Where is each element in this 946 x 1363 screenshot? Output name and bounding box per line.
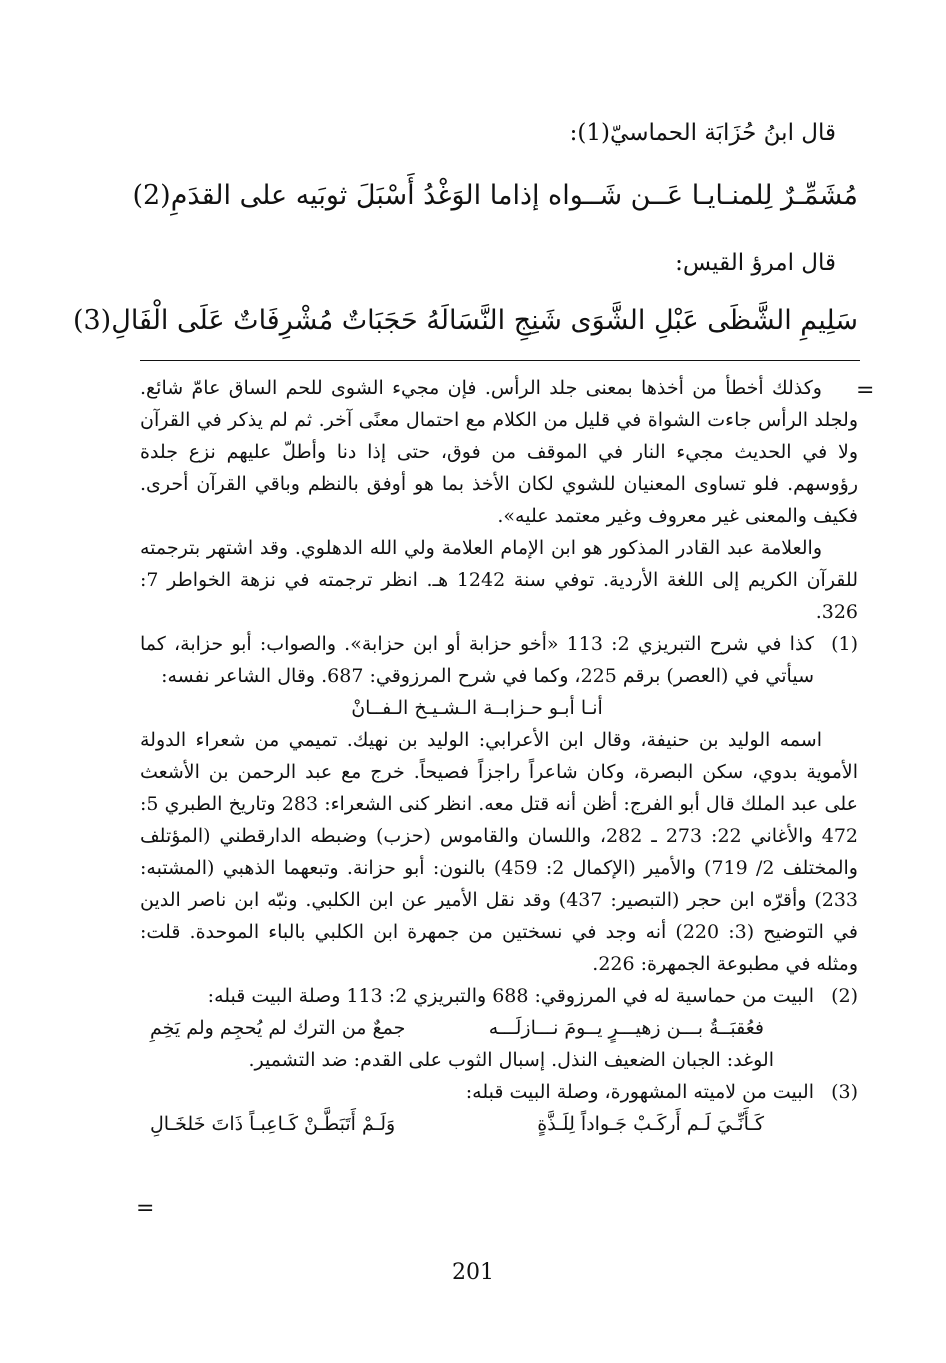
verse2-intro: قال امرؤ القيس:: [675, 250, 836, 276]
footnote-divider: [140, 360, 860, 361]
footnote-2-text: البيت من حماسية له في المرزوقي: 688 والتبريزي 2: 113 وصلة البيت قبله:: [207, 985, 814, 1007]
continuation-mark-top: =: [856, 378, 875, 403]
footnotes: [140, 372, 858, 1140]
footnote-2-gloss: الوغد: الجبان الضعيف النذل. إسبال الثوب على القدم: ضد التشمير.: [248, 1049, 774, 1071]
footnote-1: [140, 628, 858, 724]
verse1-hemistich-2: ما الوَغْدُ أَسْبَلَ ثوبَيه على القدَمِ(2): [132, 180, 513, 211]
verse1-hemistich-1: مُشَمِّـرٌ لِلمنـايـا عَــن شَــواه إذا: [512, 180, 858, 211]
verse2-hemistich-2: لَهُ حَجَبَاتٌ مُشْرِفَاتٌ عَلَى الْفَالِ(3): [72, 305, 449, 336]
continuation-mark-bottom: =: [136, 1196, 155, 1221]
footnote-3-verse-a: كَـأَنِّـيَ لَـم أَركَـبْ جَـواداً لِلَـذَّةٍ: [537, 1113, 764, 1135]
verse1: [132, 180, 858, 211]
footnote-1-text: كذا في شرح التبريزي 2: 113 «أخو حزابة أو ابن حزابة». والصواب: أبو حزابة، كما سيأتي في (العصر) برقم 225، وكما في شرح المرزوقي: 687. وقال الشاعر نفسه:: [140, 633, 814, 687]
footnote-3-text: البيت من لاميته المشهورة، وصلة البيت قبله:: [465, 1081, 814, 1103]
verse2-hemistich-1: سَلِيمِ الشَّظَى عَبْلِ الشَّوَى شَنِجِ النَّسَا: [448, 305, 858, 336]
footnote-3: [140, 1076, 858, 1140]
footnote-1-number: (1): [831, 633, 858, 655]
footnote-2: [140, 980, 858, 1076]
footnote-3-verse: [140, 1108, 814, 1140]
verse2: [72, 305, 858, 336]
page-number: 201: [452, 1260, 494, 1285]
footnote-3-number: (3): [831, 1081, 858, 1103]
verse1-intro: قال ابنُ حُزَابَة الحماسيّ(1):: [569, 120, 836, 146]
footnote-1-biography: اسمه الوليد بن حنيفة، وقال ابن الأعرابي: الوليد بن نهيك. تميمي من شعراء الدولة الأموية بدوي، سكن البصرة، وكان شاعراً راجزاً فصيحاً. خرج مع عبد الرحمن بن الأشعث على عبد الملك قال أبو الفرج: أظن أنه قتل معه. انظر كنى الشعراء: 283 وتاريخ الطبري 5: 472 والأغاني 22: 273 ـ 282، واللسان والقاموس (حزب) وضبطه الدارقطني (المؤتلف والمختلف 2/ 719) والأمير (الإكمال 2: 459) بالنون: أبو حزانة. وتبعهما الذهبي (المشتبه: 233) وأقرّه ابن حجر (التبصير: 437) وقد نقل الأمير عن ابن الكلبي. ونبّه ابن ناصر الدين في التوضيح (3: 220) أنه وجد في نسختين من جمهرة ابن الكلبي بالباء الموحدة. قلت: ومثله في مطبوعة الجمهرة: 226.: [140, 729, 858, 975]
footnote-2-verse-b: جمعٌ من الترك لم يُحجِم ولم يَخِمِ: [150, 1017, 406, 1039]
footnote-2-verse: [140, 1012, 814, 1044]
note-continuation-paragraph-2: والعلامة عبد القادر المذكور هو ابن الإمام العلامة ولي الله الدهلوي. وقد اشتهر بترجمته للقرآن الكريم إلى اللغة الأردية. توفي سنة 1242 هـ. انظر ترجمته في نزهة الخواطر 7: 326.: [140, 537, 858, 623]
note-continuation-paragraph-1: وكذلك أخطأ من أخذها بمعنى جلد الرأس. فإن مجيء الشوى للحم الساق عامّ شائع. ولجلد الرأس جاءت الشواة في قليل من الكلام مع احتمال معنًى آخر. ثم لم يذكر في القرآن ولا في الحديث مجيء النار في الموقف من فوق، حتى إذا دنا وأطلّ عليهم نزع جلدة رؤوسهم. فلو تساوى المعنيان للشوي لكان الأخذ بما هو أوفق بالنظم وباقي القرآن أحرى. فكيف والمعنى غير معروف وغير معتمد عليه».: [140, 377, 858, 527]
footnote-1-quote: أنـا أبـو حـزابــة الـشـيـخ الـفــانْ: [351, 697, 603, 719]
footnote-2-number: (2): [831, 985, 858, 1007]
footnote-2-verse-a: فعُقبَــةُ بـــن زهيـــرٍ يــومَ نـــازلَـــه: [488, 1017, 764, 1039]
footnote-3-verse-b: وَلَـمْ أَتَبَطَّـنْ كَـاعِبـاً ذَاتَ خَلخَـالِ: [150, 1113, 396, 1135]
